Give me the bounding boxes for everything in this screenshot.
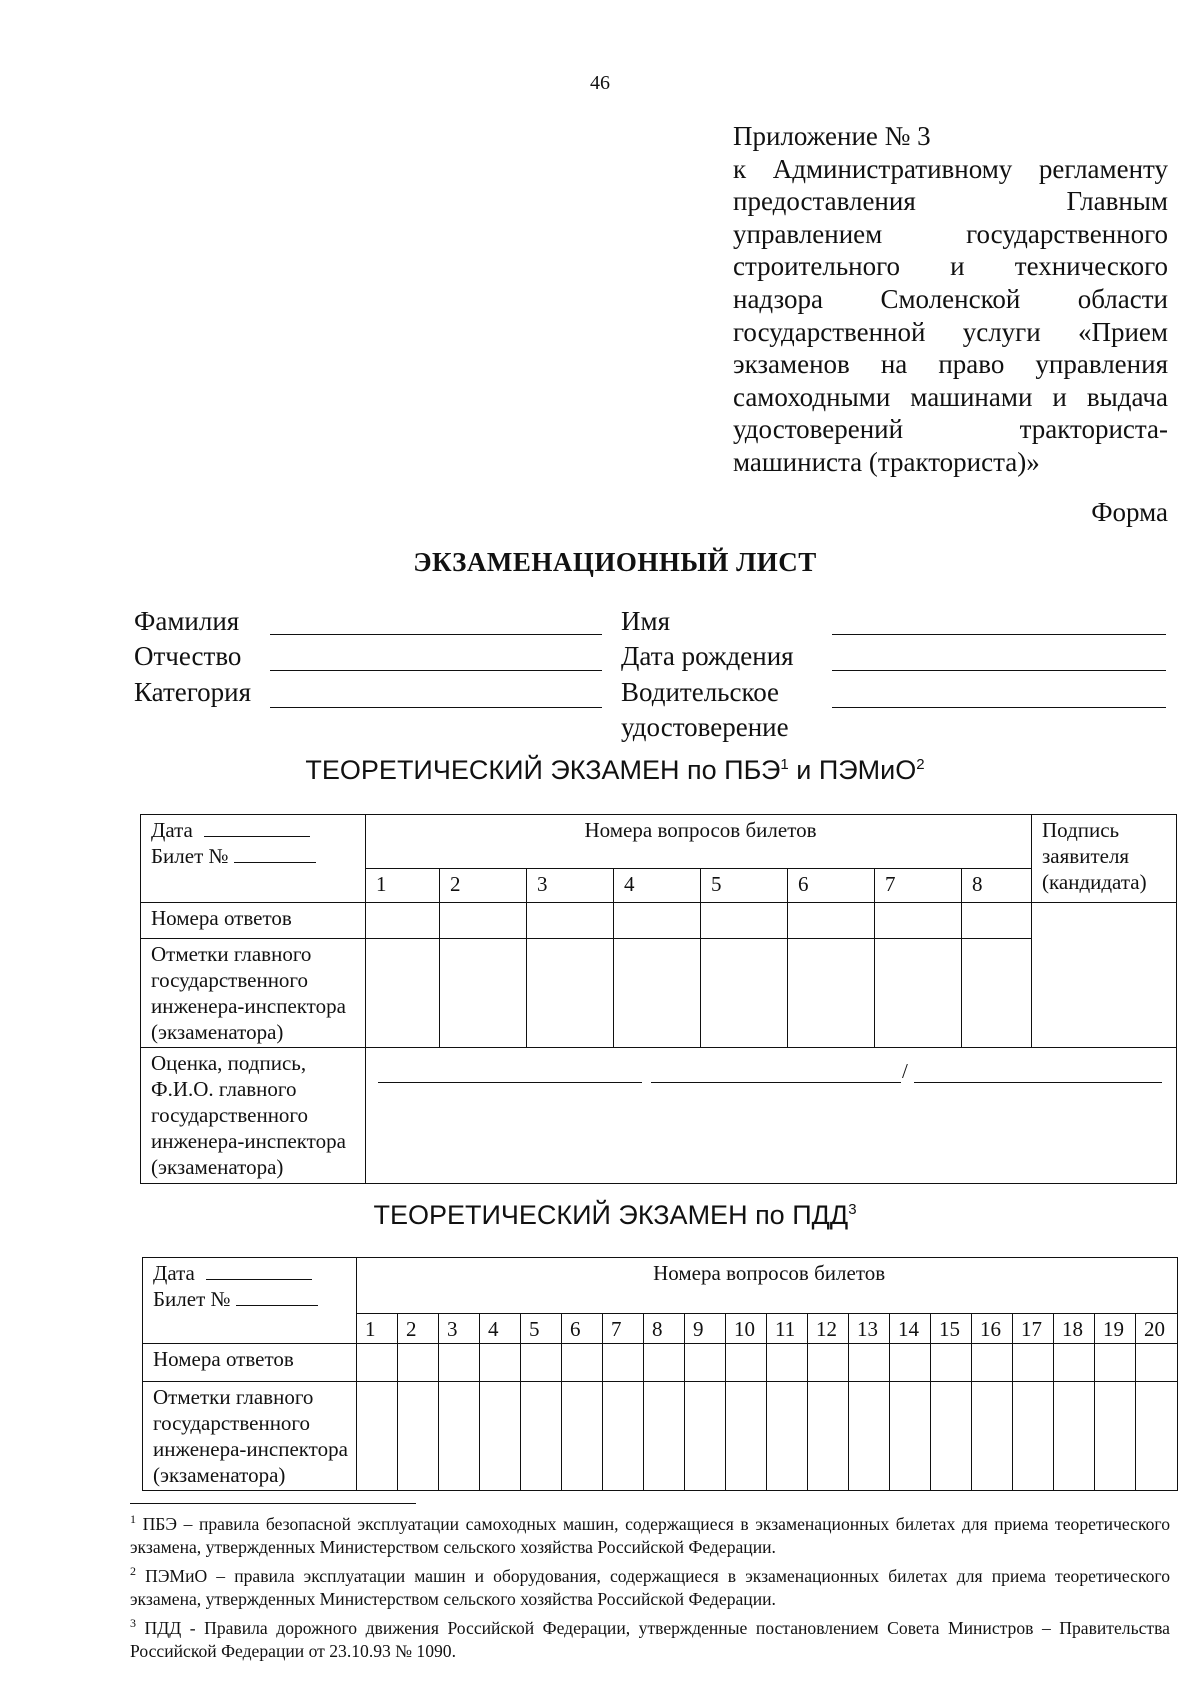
inspector-signature-field[interactable] <box>651 1064 901 1083</box>
question-number: 7 <box>875 869 962 903</box>
signature-header: Подпись заявителя (кандидата) <box>1032 815 1177 903</box>
appendix-line: Приложение № 3 <box>733 121 931 151</box>
birth-date-label: Дата рождения <box>621 641 794 671</box>
slash-separator: / <box>902 1059 908 1083</box>
mark-cell[interactable] <box>890 1382 931 1491</box>
appendix-block <box>733 120 1168 479</box>
question-number: 5 <box>701 869 788 903</box>
footnote-number: 2 <box>130 1563 136 1578</box>
answer-cell[interactable] <box>614 903 701 939</box>
answer-cell[interactable] <box>808 1344 849 1382</box>
question-number: 7 <box>603 1314 644 1344</box>
mark-cell[interactable] <box>521 1382 562 1491</box>
date-field[interactable] <box>206 1261 312 1280</box>
license-label-line1: Водительское <box>621 677 780 707</box>
mark-cell[interactable] <box>603 1382 644 1491</box>
answer-cell[interactable] <box>562 1344 603 1382</box>
footnote-number: 3 <box>130 1615 136 1630</box>
appendix-line: экзаменов на право управления <box>733 349 1168 380</box>
date-label: Дата <box>153 1261 195 1285</box>
inspector-name-field[interactable] <box>914 1064 1162 1083</box>
appendix-line: государственной услуги «Прием <box>733 316 1168 347</box>
mark-cell[interactable] <box>1136 1382 1178 1491</box>
mark-cell[interactable] <box>962 939 1032 1048</box>
question-number: 3 <box>527 869 614 903</box>
appendix-line: самоходными машинами и выдача <box>733 381 1168 412</box>
mark-cell[interactable] <box>726 1382 767 1491</box>
question-number: 20 <box>1136 1314 1178 1344</box>
mark-cell[interactable] <box>931 1382 972 1491</box>
answer-cell[interactable] <box>644 1344 685 1382</box>
mark-cell[interactable] <box>644 1382 685 1491</box>
surname-label: Фамилия <box>134 606 240 636</box>
answer-cell[interactable] <box>788 903 875 939</box>
ticket-field[interactable] <box>236 1287 318 1306</box>
section1-title <box>0 755 1200 786</box>
question-number: 2 <box>440 869 527 903</box>
mark-cell[interactable] <box>562 1382 603 1491</box>
footnote-text: ПДД - Правила дорожного движения Российской Федерации, утвержденные постановлением Совета Министров – Правительства Российской Федерации от 23.10.93 № 1090. <box>130 1617 1170 1662</box>
appendix-line: надзора Смоленской области <box>733 283 1168 314</box>
answer-cell[interactable] <box>962 903 1032 939</box>
answer-cell[interactable] <box>849 1344 890 1382</box>
question-number: 15 <box>931 1314 972 1344</box>
mark-cell[interactable] <box>849 1382 890 1491</box>
answer-cell[interactable] <box>1013 1344 1054 1382</box>
appendix-line: удостоверений тракториста- <box>733 414 1168 445</box>
license-label-line2: удостоверение <box>621 712 789 742</box>
question-number: 19 <box>1095 1314 1136 1344</box>
appendix-line: строительного и технического <box>733 251 1168 282</box>
mark-cell[interactable] <box>366 939 440 1048</box>
mark-cell[interactable] <box>614 939 701 1048</box>
question-number: 3 <box>439 1314 480 1344</box>
answer-cell[interactable] <box>931 1344 972 1382</box>
mark-cell[interactable] <box>1095 1382 1136 1491</box>
answer-cell[interactable] <box>1136 1344 1178 1382</box>
date-field[interactable] <box>204 818 310 837</box>
question-number: 9 <box>685 1314 726 1344</box>
answer-cell[interactable] <box>1095 1344 1136 1382</box>
answer-cell[interactable] <box>521 1344 562 1382</box>
form-label: Форма <box>1091 497 1168 527</box>
mark-cell[interactable] <box>398 1382 439 1491</box>
answer-cell[interactable] <box>527 903 614 939</box>
footnote-ref-3: 3 <box>848 1201 857 1218</box>
signature-cell[interactable] <box>1032 903 1177 1048</box>
answer-cell[interactable] <box>439 1344 480 1382</box>
question-number: 10 <box>726 1314 767 1344</box>
mark-cell[interactable] <box>685 1382 726 1491</box>
date-ticket-cell <box>143 1258 357 1344</box>
answer-cell[interactable] <box>1054 1344 1095 1382</box>
question-number: 16 <box>972 1314 1013 1344</box>
question-number: 6 <box>562 1314 603 1344</box>
questions-header: Номера вопросов билетов <box>366 815 1032 869</box>
answer-cell[interactable] <box>685 1344 726 1382</box>
answer-cell[interactable] <box>480 1344 521 1382</box>
question-number: 5 <box>521 1314 562 1344</box>
answer-cell[interactable] <box>366 903 440 939</box>
mark-cell[interactable] <box>357 1382 398 1491</box>
question-number: 8 <box>962 869 1032 903</box>
section1-title-text: ТЕОРЕТИЧЕСКИЙ ЭКЗАМЕН по ПБЭ <box>305 755 781 785</box>
patronymic-field[interactable] <box>270 670 602 671</box>
mark-cell[interactable] <box>439 1382 480 1491</box>
footnote-text: ПБЭ – правила безопасной эксплуатации самоходных машин, содержащиеся в экзаменационных билетах для приема теоретического экзамена, утвержденных Министерством сельского хозяйства Российской Федерации. <box>130 1513 1170 1558</box>
mark-cell[interactable] <box>808 1382 849 1491</box>
section2-title <box>0 1200 1200 1231</box>
answer-cell[interactable] <box>875 903 962 939</box>
grade-row-label: Оценка, подпись, Ф.И.О. главного государственного инженера-инспектора (экзаменатора) <box>141 1048 366 1184</box>
question-number: 1 <box>366 869 440 903</box>
question-number: 1 <box>357 1314 398 1344</box>
footnote-ref-2: 2 <box>916 756 925 773</box>
date-label: Дата <box>151 818 193 842</box>
surname-field[interactable] <box>270 634 602 635</box>
mark-cell[interactable] <box>527 939 614 1048</box>
appendix-line: управлением государственного <box>733 218 1168 249</box>
question-number: 11 <box>767 1314 808 1344</box>
marks-row-label: Отметки главного государственного инженера-инспектора (экзаменатора) <box>141 939 366 1048</box>
question-number: 13 <box>849 1314 890 1344</box>
footnote-number: 1 <box>130 1512 136 1526</box>
grade-signature-cell <box>366 1048 1177 1184</box>
footnote-text: ПЭМиО – правила эксплуатации машин и оборудования, содержащиеся в экзаменационных билетах для приема теоретического экзамена, утвержденных Министерством сельского хозяйства Российской Федерации. <box>130 1565 1170 1610</box>
category-field[interactable] <box>270 707 602 708</box>
question-number: 8 <box>644 1314 685 1344</box>
mark-cell[interactable] <box>440 939 527 1048</box>
question-number: 18 <box>1054 1314 1095 1344</box>
ticket-field[interactable] <box>234 844 316 863</box>
answer-cell[interactable] <box>357 1344 398 1382</box>
footnote-2 <box>130 1560 1170 1612</box>
footnote-ref-1: 1 <box>780 756 789 773</box>
question-number: 14 <box>890 1314 931 1344</box>
footnote-1 <box>130 1508 1170 1560</box>
section1-title-and: и ПЭМиО <box>788 755 917 785</box>
date-ticket-cell <box>141 815 366 903</box>
appendix-line: машиниста (тракториста)» <box>733 446 1040 477</box>
footnote-separator <box>130 1503 416 1504</box>
name-label: Имя <box>621 606 671 636</box>
mark-cell[interactable] <box>788 939 875 1048</box>
mark-cell[interactable] <box>875 939 962 1048</box>
mark-cell[interactable] <box>701 939 788 1048</box>
page-number: 46 <box>590 72 610 94</box>
mark-cell[interactable] <box>1013 1382 1054 1491</box>
answer-cell[interactable] <box>603 1344 644 1382</box>
license-field[interactable] <box>832 707 1166 708</box>
answers-row-label: Номера ответов <box>141 903 366 939</box>
grade-field[interactable] <box>378 1064 642 1083</box>
name-field[interactable] <box>832 634 1166 635</box>
mark-cell[interactable] <box>480 1382 521 1491</box>
pbe-exam-table <box>140 814 1177 1184</box>
answer-cell[interactable] <box>440 903 527 939</box>
category-label: Категория <box>134 677 251 707</box>
answers-row-label: Номера ответов <box>143 1344 357 1382</box>
question-number: 17 <box>1013 1314 1054 1344</box>
footnotes <box>130 1508 1170 1664</box>
question-number: 2 <box>398 1314 439 1344</box>
document-title: ЭКЗАМЕНАЦИОННЫЙ ЛИСТ <box>413 547 817 577</box>
answer-cell[interactable] <box>726 1344 767 1382</box>
mark-cell[interactable] <box>767 1382 808 1491</box>
question-number: 12 <box>808 1314 849 1344</box>
answer-cell[interactable] <box>767 1344 808 1382</box>
appendix-line: к Административному регламенту <box>733 153 1168 184</box>
question-number: 6 <box>788 869 875 903</box>
mark-cell[interactable] <box>972 1382 1013 1491</box>
question-number: 4 <box>614 869 701 903</box>
footnote-3 <box>130 1612 1170 1664</box>
section2-title-text: ТЕОРЕТИЧЕСКИЙ ЭКЗАМЕН по ПДД <box>373 1200 849 1230</box>
answer-cell[interactable] <box>972 1344 1013 1382</box>
question-number: 4 <box>480 1314 521 1344</box>
pdd-exam-table <box>142 1257 1178 1491</box>
ticket-label: Билет № <box>151 844 229 868</box>
appendix-line: предоставления Главным <box>733 186 1168 217</box>
answer-cell[interactable] <box>701 903 788 939</box>
birth-date-field[interactable] <box>832 670 1166 671</box>
ticket-label: Билет № <box>153 1287 231 1311</box>
questions-header: Номера вопросов билетов <box>357 1258 1178 1314</box>
patronymic-label: Отчество <box>134 641 242 671</box>
mark-cell[interactable] <box>1054 1382 1095 1491</box>
answer-cell[interactable] <box>398 1344 439 1382</box>
answer-cell[interactable] <box>890 1344 931 1382</box>
marks-row-label: Отметки главного государственного инженера-инспектора (экзаменатора) <box>143 1382 357 1491</box>
